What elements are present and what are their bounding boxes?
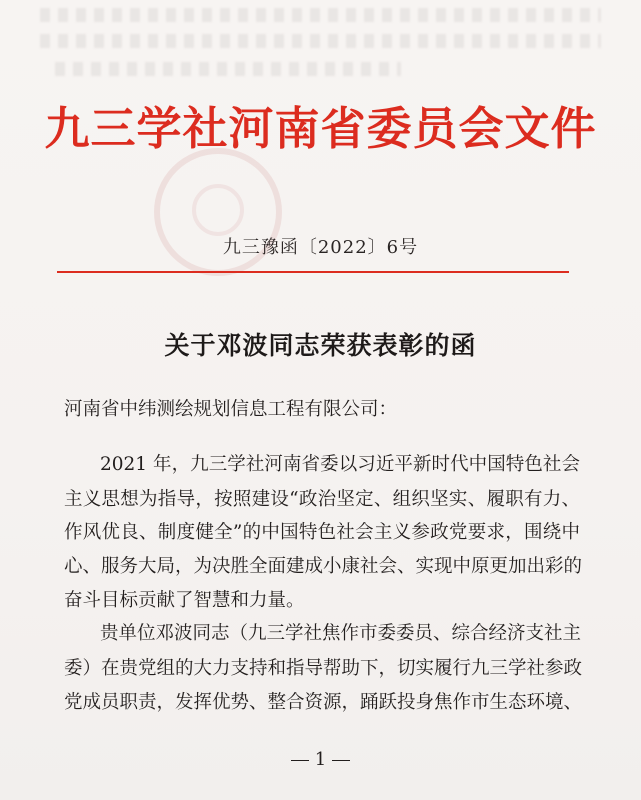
paragraph-1-line-5: 奋斗目标贡献了智慧和力量。 — [64, 590, 305, 611]
page-number-value: 1 — [314, 749, 327, 770]
paragraph-2-line-3: 党成员职责，发挥优势、整合资源，踊跃投身焦作市生态环境、 — [64, 692, 583, 713]
paragraph-2-line-1: 贵单位邓波同志（九三学社焦作市委委员、综合经济支社主 — [100, 623, 582, 644]
document-title: 关于邓波同志荣获表彰的函 — [164, 331, 477, 360]
red-divider-line — [57, 271, 569, 273]
paragraph-1-line-3: 作风优良、制度健全”的中国特色社会主义参政党要求，围绕中 — [64, 522, 580, 543]
paragraph-1-line-1: 2021 年，九三学社河南省委以习近平新时代中国特色社会 — [100, 454, 580, 475]
bleed-through-text — [55, 62, 401, 76]
paragraph-1-line-2: 主义思想为指导，按照建设“政治坚定、组织坚实、履职有力、 — [64, 489, 580, 510]
document-masthead: 九三学社河南省委员会文件 — [44, 102, 597, 155]
document-number: 九三豫函〔2022〕6号 — [222, 237, 419, 258]
faint-seal-stamp-inner — [192, 184, 244, 236]
page-number-dash-left — [291, 760, 309, 761]
bleed-through-text — [40, 34, 601, 48]
bleed-through-text — [40, 8, 601, 22]
paragraph-2-line-2: 委）在贵党组的大力支持和指导帮助下，切实履行九三学社参政 — [64, 658, 583, 679]
page-number — [0, 748, 641, 772]
page-number-dash-right — [332, 760, 350, 761]
paragraph-1-line-4: 心、服务大局，为决胜全面建成小康社会、实现中原更加出彩的 — [64, 556, 583, 577]
salutation: 河南省中纬测绘规划信息工程有限公司： — [64, 399, 398, 420]
